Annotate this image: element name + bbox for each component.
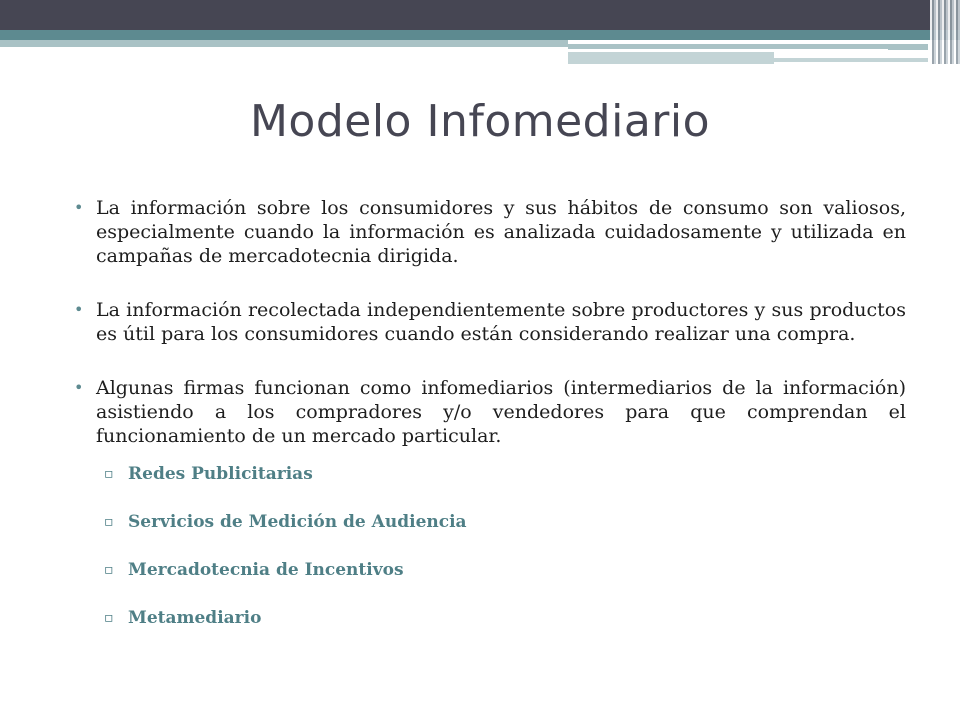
bullet-dot-icon: • xyxy=(74,378,84,397)
bullet-item xyxy=(70,196,906,268)
header-teal-band xyxy=(0,30,960,40)
sub-item xyxy=(104,462,906,486)
sub-item xyxy=(104,606,906,630)
sub-item xyxy=(104,510,906,534)
sub-item-text: Metamediario xyxy=(128,608,262,628)
sub-list xyxy=(70,462,906,630)
header-light-tab-thin xyxy=(774,58,928,62)
header-stripes-decoration xyxy=(930,0,960,64)
header-light-tab xyxy=(568,52,774,64)
bullet-item xyxy=(70,298,906,346)
square-bullet-icon: ▫ xyxy=(104,466,114,482)
square-bullet-icon: ▫ xyxy=(104,562,114,578)
bullet-dot-icon: • xyxy=(74,198,84,217)
sub-item-text: Mercadotecnia de Incentivos xyxy=(128,560,404,580)
bullet-text: La información recolectada independientemente sobre productores y sus productos es útil para los consumidores cuando están considerando realizar una compra. xyxy=(96,299,906,345)
bullet-item xyxy=(70,376,906,448)
header-light-band-left xyxy=(0,40,568,47)
slide-title: Modelo Infomediario xyxy=(249,96,711,147)
sub-item xyxy=(104,558,906,582)
square-bullet-icon: ▫ xyxy=(104,514,114,530)
square-bullet-icon: ▫ xyxy=(104,610,114,626)
slide-content xyxy=(70,196,906,630)
sub-item-text: Servicios de Medición de Audiencia xyxy=(128,512,467,532)
sub-item-text: Redes Publicitarias xyxy=(128,464,313,484)
bullet-text: Algunas firmas funcionan como infomediarios (intermediarios de la información) asistiendo a los compradores y/o vendedores para que comprendan el funcionamiento de un mercado particular. xyxy=(96,377,906,447)
header-dark-band xyxy=(0,0,960,30)
bullet-text: La información sobre los consumidores y sus hábitos de consumo son valiosos, especialmente cuando la información es analizada cuidadosamente y utilizada en campañas de mercadotecnia dirigida. xyxy=(96,197,906,267)
bullet-dot-icon: • xyxy=(74,300,84,319)
